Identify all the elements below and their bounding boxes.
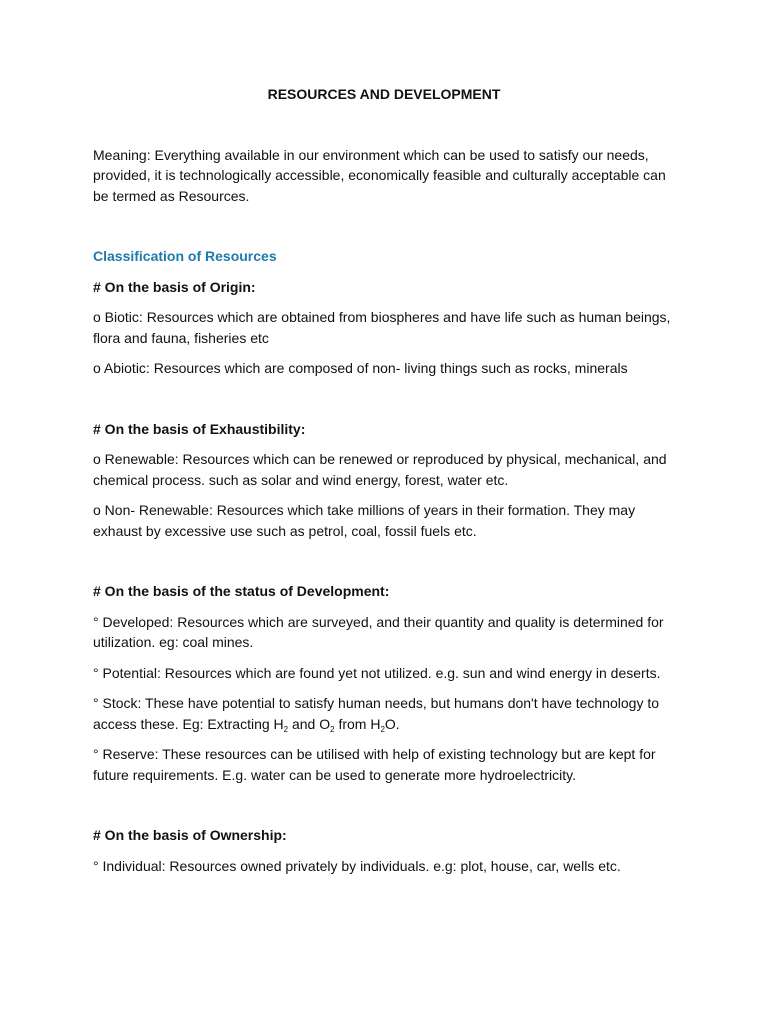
development-heading: # On the basis of the status of Development: [93, 583, 390, 599]
development-item-developed: ° Developed: Resources which are surveyed, and their quantity and quality is determined for utilization. eg: coal mines. [93, 613, 664, 650]
development-item-stock [93, 693, 683, 734]
stock-mid-1: and O [288, 715, 331, 732]
stock-text: ° Stock: These have potential to satisfy human needs, but humans don't have technology to access these. Eg: Extracting H [93, 695, 660, 732]
exhaustibility-item-renewable: o Renewable: Resources which can be renewed or reproduced by physical, mechanical, and chemical process. such as solar and wind energy, forest, water etc. [93, 451, 667, 488]
exhaustibility-item-non-renewable: o Non- Renewable: Resources which take millions of years in their formation. They may exhaust by excessive use such as petrol, coal, fossil fuels etc. [93, 502, 636, 539]
ownership-heading: # On the basis of Ownership: [93, 827, 287, 843]
meaning-paragraph: Meaning: Everything available in our environment which can be used to satisfy our needs, provided, it is technologically accessible, economically feasible and culturally acceptable can be termed as Resources. [93, 146, 666, 204]
development-item-reserve: ° Reserve: These resources can be utilised with help of existing technology but are kept for future requirements. E.g. water can be used to generate more hydroelectricity. [93, 746, 656, 783]
origin-item-abiotic: o Abiotic: Resources which are composed of non- living things such as rocks, minerals [93, 360, 628, 376]
page-title: RESOURCES AND DEVELOPMENT [267, 86, 501, 102]
stock-end: O. [384, 715, 400, 732]
document-content [93, 84, 683, 886]
stock-subscript-2: 2 [330, 724, 335, 734]
development-item-potential: ° Potential: Resources which are found yet not utilized. e.g. sun and wind energy in deserts. [93, 664, 661, 681]
stock-subscript-1: 2 [283, 724, 289, 734]
stock-mid-2: from H [334, 715, 381, 732]
classification-heading: Classification of Resources [93, 248, 277, 264]
origin-item-biotic: o Biotic: Resources which are obtained from biospheres and have life such as human beings, flora and fauna, fisheries etc [93, 309, 671, 346]
ownership-item-individual: ° Individual: Resources owned privately by individuals. e.g: plot, house, car, wells etc. [93, 857, 621, 874]
exhaustibility-heading: # On the basis of Exhaustibility: [93, 420, 306, 437]
stock-subscript-3: 2 [380, 724, 385, 734]
origin-heading: # On the basis of Origin: [93, 278, 256, 295]
